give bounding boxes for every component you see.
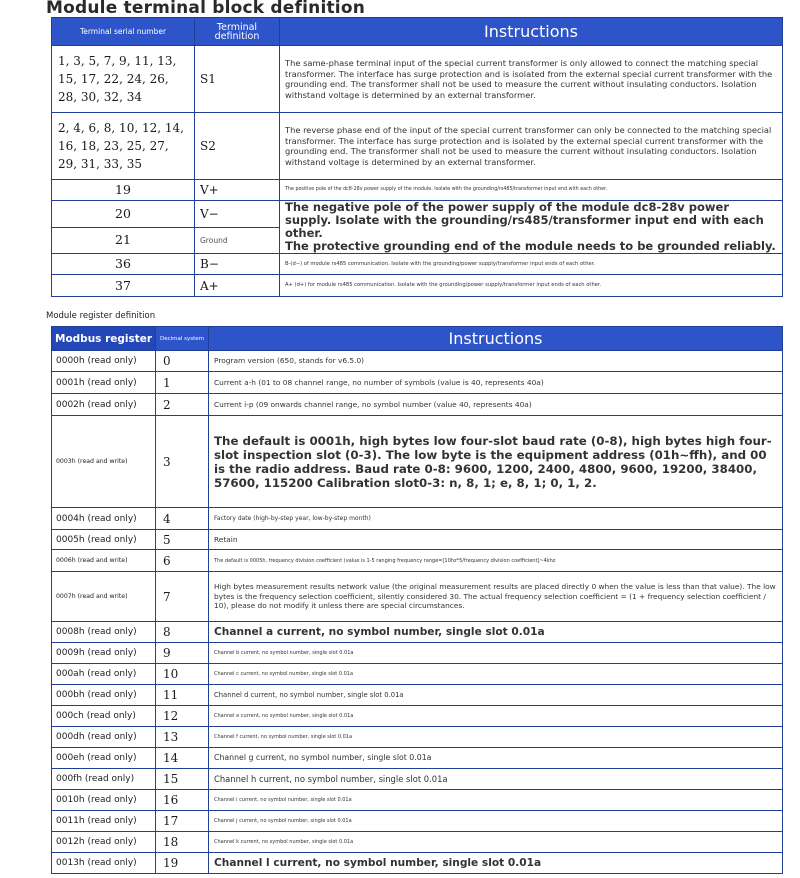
register-address: 0004h (read only)	[52, 508, 156, 530]
table-row	[52, 706, 783, 727]
register-address: 000ah (read only)	[52, 664, 156, 685]
register-instructions: Channel f current, no symbol number, single slot 0.01a	[209, 727, 783, 748]
terminal-definition: S1	[195, 46, 280, 113]
register-decimal: 14	[156, 748, 209, 769]
register-instructions: Channel c current, no symbol number, single slot 0.01a	[209, 664, 783, 685]
terminal-block-table	[51, 17, 783, 297]
register-instructions: Channel g current, no symbol number, single slot 0.01a	[209, 748, 783, 769]
header-decimal-system: Decimal system	[156, 327, 209, 351]
table-row	[52, 351, 783, 372]
table-row	[52, 180, 783, 201]
table-row	[52, 643, 783, 664]
terminal-definition: Ground	[195, 227, 280, 254]
table-row	[52, 275, 783, 297]
register-address: 0007h (read and write)	[52, 572, 156, 622]
terminal-definition: V−	[195, 201, 280, 228]
table-row	[52, 508, 783, 530]
register-instructions: Factory date (high-by-step year, low-by-step month)	[209, 508, 783, 530]
table-row	[52, 853, 783, 874]
register-instructions: Current a-h (01 to 08 channel range, no number of symbols (value is 40, represents 40a)	[209, 372, 783, 394]
table-row	[52, 832, 783, 853]
register-decimal: 17	[156, 811, 209, 832]
register-address: 0005h (read only)	[52, 530, 156, 550]
terminal-serial: 37	[52, 275, 195, 297]
register-instructions: Program version (650, stands for v6.5.0)	[209, 351, 783, 372]
register-address: 0000h (read only)	[52, 351, 156, 372]
register-address: 0002h (read only)	[52, 394, 156, 416]
terminal-table-header	[52, 18, 783, 46]
register-address: 000fh (read only)	[52, 769, 156, 790]
terminal-instructions	[280, 201, 783, 254]
register-address: 0013h (read only)	[52, 853, 156, 874]
register-instructions: Channel h current, no symbol number, single slot 0.01a	[209, 769, 783, 790]
table-row	[52, 530, 783, 550]
register-address: 0009h (read only)	[52, 643, 156, 664]
terminal-definition: S2	[195, 113, 280, 180]
terminal-instructions: A+ (d+) for module rs485 communication. Isolate with the grounding/power supply/transformer input ends of each other.	[280, 275, 783, 297]
table-row	[52, 748, 783, 769]
register-decimal: 16	[156, 790, 209, 811]
table-row	[52, 201, 783, 228]
register-section-title: Module register definition	[46, 311, 156, 321]
register-address: 0011h (read only)	[52, 811, 156, 832]
register-address: 0003h (read and write)	[52, 416, 156, 508]
table-row	[52, 46, 783, 113]
register-instructions: Current i-p (09 onwards channel range, no symbol number (value 40, represents 40a)	[209, 394, 783, 416]
register-instructions: Retain	[209, 530, 783, 550]
register-address: 0010h (read only)	[52, 790, 156, 811]
table-row	[52, 811, 783, 832]
register-instructions: Channel e current, no symbol number, single slot 0.01a	[209, 706, 783, 727]
terminal-serial: 36	[52, 254, 195, 275]
table-row	[52, 372, 783, 394]
table-row	[52, 254, 783, 275]
terminal-instructions-vminus: The negative pole of the power supply of the module dc8-28v power supply. Isolate with the grounding/rs485/transformer input end with each other.	[285, 200, 764, 240]
register-address: 000dh (read only)	[52, 727, 156, 748]
register-decimal: 3	[156, 416, 209, 508]
register-decimal: 10	[156, 664, 209, 685]
register-decimal: 7	[156, 572, 209, 622]
register-table-header	[52, 327, 783, 351]
header-modbus-register: Modbus register	[52, 327, 156, 351]
register-decimal: 18	[156, 832, 209, 853]
terminal-definition: A+	[195, 275, 280, 297]
register-instructions: Channel j current, no symbol number, single slot 0.01a	[209, 811, 783, 832]
register-address: 000ch (read only)	[52, 706, 156, 727]
terminal-instructions: B-(d−) of module rs485 communication. Isolate with the grounding/power supply/transformer input ends of each other.	[280, 254, 783, 275]
terminal-section-title: Module terminal block definition	[46, 0, 366, 18]
table-row	[52, 727, 783, 748]
register-address: 000bh (read only)	[52, 685, 156, 706]
table-row	[52, 769, 783, 790]
register-decimal: 13	[156, 727, 209, 748]
header-terminal-serial: Terminal serial number	[52, 18, 195, 46]
header-instructions: Instructions	[280, 18, 783, 46]
register-decimal: 9	[156, 643, 209, 664]
register-instructions: Channel l current, no symbol number, single slot 0.01a	[209, 853, 783, 874]
register-decimal: 5	[156, 530, 209, 550]
terminal-instructions: The positive pole of the dc8-28v power supply of the module. Isolate with the grounding/rs485/transformer input end with each other.	[280, 180, 783, 201]
register-address: 0012h (read only)	[52, 832, 156, 853]
table-row	[52, 416, 783, 508]
register-address: 000eh (read only)	[52, 748, 156, 769]
register-address: 0001h (read only)	[52, 372, 156, 394]
table-row	[52, 622, 783, 643]
terminal-serial: 2, 4, 6, 8, 10, 12, 14, 16, 18, 23, 25, 27, 29, 31, 33, 35	[52, 113, 195, 180]
terminal-definition: B−	[195, 254, 280, 275]
terminal-serial: 20	[52, 201, 195, 228]
table-row	[52, 664, 783, 685]
register-decimal: 6	[156, 550, 209, 572]
register-instructions: Channel a current, no symbol number, single slot 0.01a	[209, 622, 783, 643]
register-address: 0008h (read only)	[52, 622, 156, 643]
register-instructions: Channel b current, no symbol number, single slot 0.01a	[209, 643, 783, 664]
header-terminal-definition: Terminal definition	[195, 18, 280, 46]
header-instructions: Instructions	[209, 327, 783, 351]
table-row	[52, 685, 783, 706]
register-instructions: High bytes measurement results network value (the original measurement results are placed directly 0 when the value is less than that value). The low bytes is the frequency selection coefficient, silently considered 30. The actual frequency selection coefficient = (1 + frequency selection coefficient / 10), please do not modify it unless there are special circumstances.	[209, 572, 783, 622]
register-instructions: The default is 0001h, high bytes low four-slot baud rate (0-8), high bytes high four-slot inspection slot (0-3). The low byte is the equipment address (01h~ffh), and 00 is the radio address. Baud rate 0-8: 9600, 1200, 2400, 4800, 9600, 19200, 38400, 57600, 115200 Calibration slot0-3: n, 8, 1; e, 8, 1; 0, 1, 2.	[209, 416, 783, 508]
register-decimal: 4	[156, 508, 209, 530]
register-address: 0006h (read and write)	[52, 550, 156, 572]
register-instructions: Channel d current, no symbol number, single slot 0.01a	[209, 685, 783, 706]
table-row	[52, 550, 783, 572]
table-row	[52, 113, 783, 180]
register-instructions: Channel k current, no symbol number, single slot 0.01a	[209, 832, 783, 853]
register-decimal: 8	[156, 622, 209, 643]
terminal-definition: V+	[195, 180, 280, 201]
terminal-instructions: The same-phase terminal input of the special current transformer is only allowed to connect the matching special transformer. The interface has surge protection and is isolated from the external special current transformer with the grounding end. The transformer shall not be used to measure the current without insulating conductors. Isolation withstand voltage is determined by an external transformer.	[280, 46, 783, 113]
register-decimal: 1	[156, 372, 209, 394]
terminal-instructions-ground: The protective grounding end of the module needs to be grounded reliably.	[285, 239, 776, 253]
table-row	[52, 394, 783, 416]
terminal-serial: 1, 3, 5, 7, 9, 11, 13, 15, 17, 22, 24, 26, 28, 30, 32, 34	[52, 46, 195, 113]
register-decimal: 11	[156, 685, 209, 706]
register-decimal: 2	[156, 394, 209, 416]
register-decimal: 12	[156, 706, 209, 727]
table-row	[52, 790, 783, 811]
terminal-instructions: The reverse phase end of the input of the special current transformer can only be connected to the matching special transformer. The interface has surge protection and is isolated by the external special current transformer with the grounding end. The transformer shall not be used to measure the current without insulating conductors. Isolation withstand voltage is determined by an external transformer.	[280, 113, 783, 180]
terminal-serial: 21	[52, 227, 195, 254]
register-decimal: 19	[156, 853, 209, 874]
register-decimal: 15	[156, 769, 209, 790]
register-instructions: Channel i current, no symbol number, single slot 0.01a	[209, 790, 783, 811]
terminal-serial: 19	[52, 180, 195, 201]
table-row	[52, 572, 783, 622]
register-decimal: 0	[156, 351, 209, 372]
register-table	[51, 326, 783, 874]
register-instructions: The default is 0005h, frequency division coefficient (value is 1-5 ranging frequency range=[10hz*5/frequency division coefficient]~4khz	[209, 550, 783, 572]
